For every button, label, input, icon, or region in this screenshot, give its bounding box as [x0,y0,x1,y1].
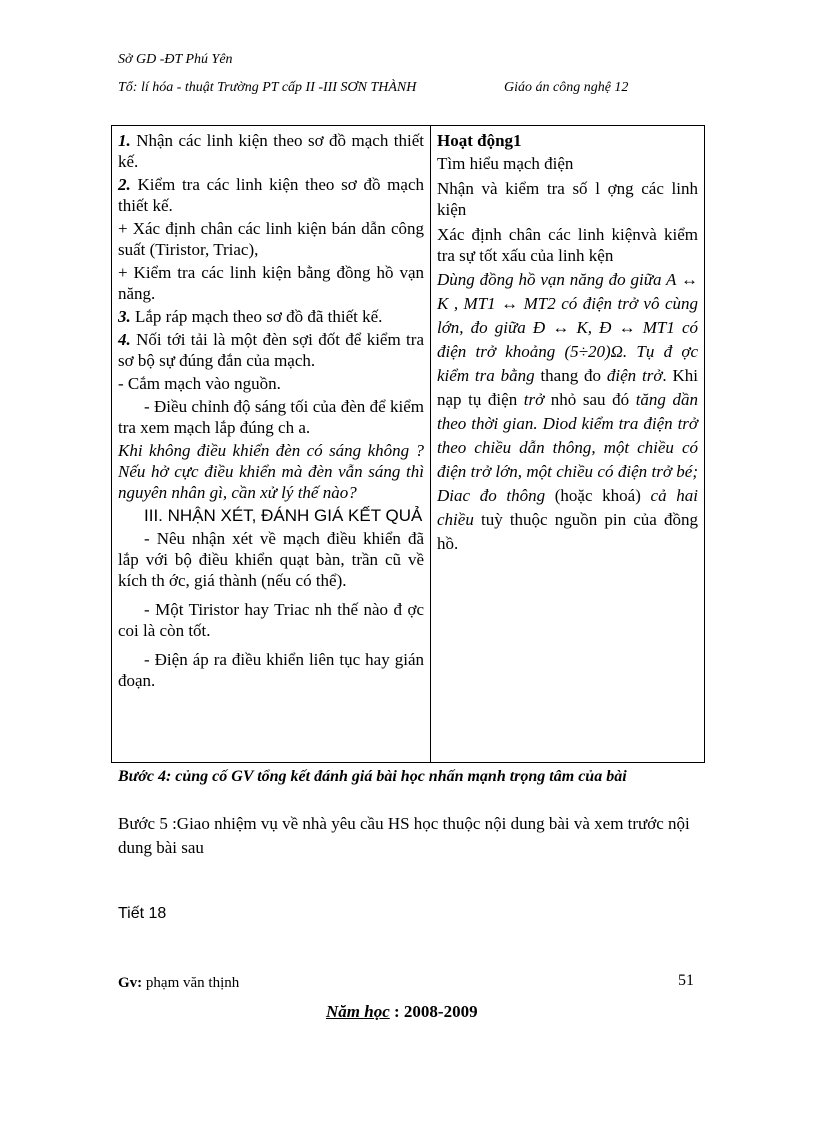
period-label: Tiết 18 [118,905,167,922]
step-4: Bước 4: củng cố GV tổng kết đánh giá bài học nhấn mạnh trọng tâm của bài [118,768,627,785]
section-3-title: III. NHẬN XÉT, ĐÁNH GIÁ KẾT QUẢ [144,506,423,525]
activity-column [431,126,705,763]
page-number: 51 [678,972,694,989]
activity-item-2: Nhận và kiểm tra số l ợng các linh kiện [437,179,698,219]
school-department: Sở GD -ĐT Phú Yên [118,52,233,67]
header-line [118,80,629,96]
item-1: 1. Nhận các linh kiện theo sơ đồ mạch thiết kế. [118,131,424,171]
step-5: Bước 5 :Giao nhiệm vụ về nhà yêu cầu HS học thuộc nội dung bài và xem trước nội dung bài sau [118,814,690,857]
school-year-value: : 2008-2009 [389,1002,478,1021]
activity-title: Hoạt động1 [437,131,522,150]
item-4-question: Khi không điều khiển đèn có sáng không ? Nếu hở cực điều khiển mà đèn vẫn sáng thì nguyên nhân gì, cần xử lý thế nào? [118,441,424,502]
item-2: 2. Kiểm tra các linh kiện theo sơ đồ mạch thiết kế. [118,175,424,215]
item-3: 3. Lắp ráp mạch theo sơ đồ đã thiết kế. [118,307,383,326]
item-2b: + Kiểm tra các linh kiện bằng đồng hồ vạn năng. [118,263,424,303]
activity-item-4: Dùng đồng hồ vạn năng đo giữa A ↔ K , MT1 ↔ MT2 có điện trở vô cùng lớn, đo giữa Đ ↔ K, Đ ↔ MT1 có điện trở khoảng (5÷20)Ω. Tụ đ ợc kiểm tra bằng thang đo điện trở. Khi nạp tụ điện trở nhỏ sau đó tăng dần theo thời gian. Diod kiểm tra điện trở theo chiều dẫn thông, một chiều có điện trở lớn, một chiều có điện trở bé; Diac đo thông (hoặc khoá) cả hai chiều tuỳ thuộc nguồn pin của đồng hồ. [437,270,698,553]
lesson-table [111,125,705,763]
school-group: Tổ: lí hóa - thuật Trường PT cấp II -III SƠN THÀNH [118,80,417,95]
comment-1: - Nêu nhận xét về mạch điều khiển đã lắp với bộ điều khiển quạt bàn, trần cũ về kích th ớc, giá thành (nếu có thể). [118,529,424,590]
comment-2: - Một Tiristor hay Triac nh thế nào đ ợc coi là còn tốt. [118,600,424,640]
teacher-name: phạm văn thịnh [142,975,240,991]
item-4a: - Cắm mạch vào nguồn. [118,374,281,393]
activity-item-1: Tìm hiểu mạch điện [437,154,574,173]
content-column [112,126,431,763]
activity-item-3: Xác định chân các linh kiệnvà kiểm tra sự tốt xấu của linh kện [437,225,698,265]
school-year [326,1002,478,1022]
lesson-plan-title: Giáo án công nghệ 12 [504,80,629,95]
comment-3: - Điện áp ra điều khiển liên tục hay gián đoạn. [118,650,424,690]
table-row [112,126,705,763]
teacher-line [118,975,239,992]
item-4b: - Điều chỉnh độ sáng tối của đèn để kiểm tra xem mạch lắp đúng ch a. [118,397,424,437]
item-4: 4. Nối tới tải là một đèn sợi đốt để kiểm tra sơ bộ sự đúng đắn của mạch. [118,330,424,370]
teacher-label: Gv: [118,975,143,991]
school-year-label: Năm học [326,1002,390,1021]
item-2a: + Xác định chân các linh kiện bán dẫn công suất (Tiristor, Triac), [118,219,424,259]
